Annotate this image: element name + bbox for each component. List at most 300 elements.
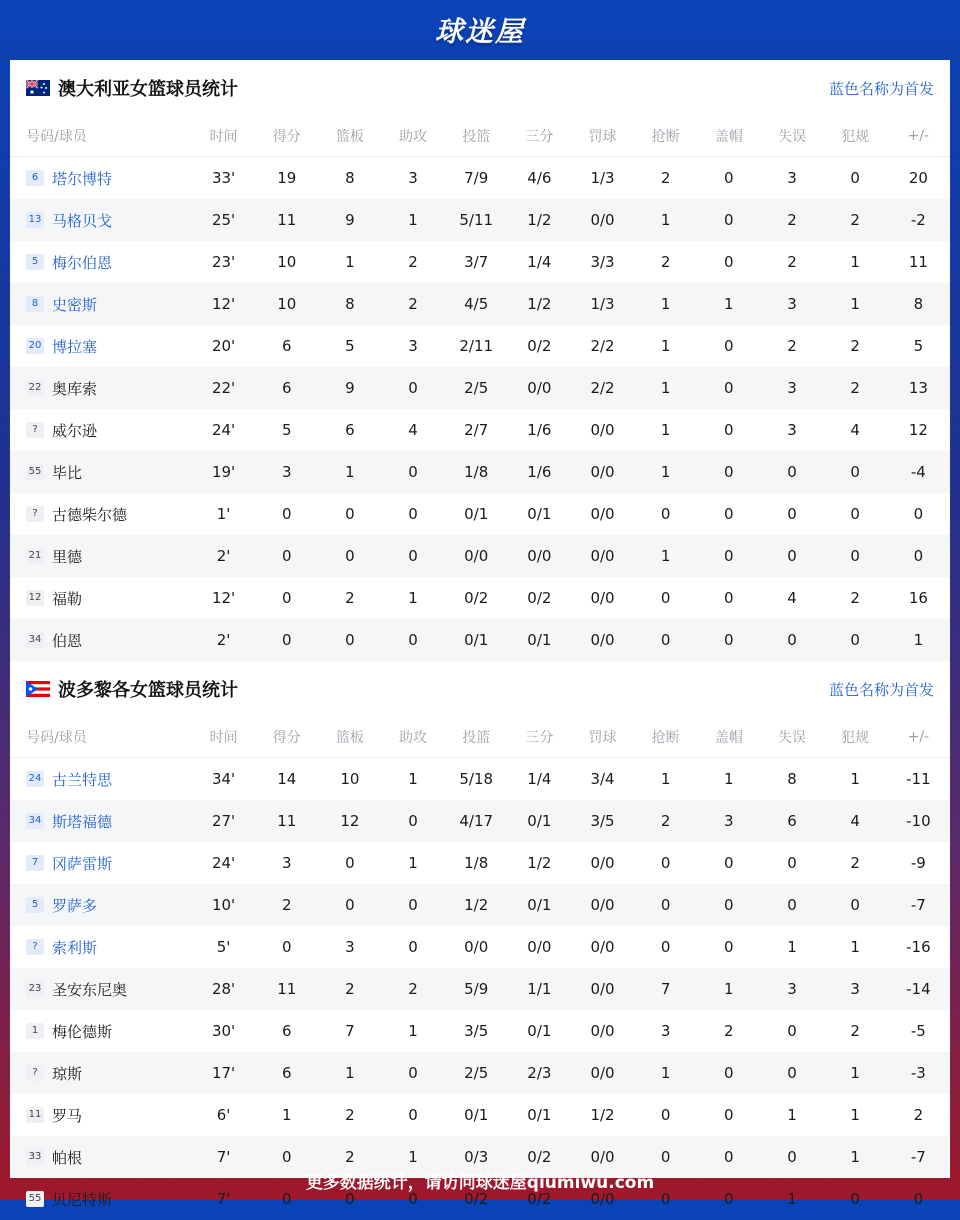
- jersey-number: 34: [26, 632, 44, 648]
- stat-cell: 1/8: [445, 451, 508, 493]
- jersey-number: 8: [26, 296, 44, 312]
- stat-cell: 0/1: [508, 619, 571, 661]
- stat-cell: 0/0: [590, 854, 615, 872]
- stat-cell: 11: [255, 800, 318, 842]
- table-row[interactable]: [10, 493, 950, 535]
- jersey-number: 1: [26, 1023, 44, 1039]
- stat-cell: 0: [408, 505, 418, 523]
- stat-cell: 3/7: [464, 253, 489, 271]
- stat-cell: 0: [381, 884, 444, 926]
- stat-cell: 3: [760, 283, 823, 325]
- table-row[interactable]: [10, 409, 950, 451]
- stat-cell: 1: [634, 199, 697, 241]
- stat-cell: 2/3: [508, 1052, 571, 1094]
- column-header: 犯规: [824, 717, 887, 758]
- player-name[interactable]: 古德柴尔德: [52, 505, 128, 524]
- footer-text[interactable]: 更多数据统计，请访问球迷屋qiumiwu.com: [305, 1172, 655, 1193]
- stat-cell: 0/1: [527, 1022, 552, 1040]
- player-name[interactable]: 威尔逊: [52, 421, 98, 440]
- jersey-number: 33: [26, 1149, 44, 1165]
- site-logo[interactable]: 球迷屋: [434, 15, 525, 48]
- stat-cell: -7: [887, 1136, 950, 1178]
- stat-cell: 6: [281, 337, 292, 355]
- stat-cell: 1: [787, 1190, 797, 1208]
- stat-cell: 0/1: [445, 619, 508, 661]
- player-cell[interactable]: [10, 926, 192, 968]
- player-cell[interactable]: [10, 157, 192, 200]
- stat-cell: 2/2: [590, 337, 615, 355]
- stat-cell: 19: [277, 169, 297, 187]
- jersey-number: 7: [26, 855, 44, 871]
- stat-cell: 14: [277, 770, 297, 788]
- table-row[interactable]: [10, 157, 950, 200]
- player-cell[interactable]: [10, 409, 192, 451]
- stat-cell: 8: [787, 770, 797, 788]
- stat-cell: -16: [906, 938, 931, 956]
- top-banner: [0, 0, 960, 60]
- stat-cell: 2: [787, 253, 797, 271]
- stat-cell: 12: [318, 800, 381, 842]
- player-cell[interactable]: [10, 1010, 192, 1052]
- stat-cell: 28': [192, 968, 255, 1010]
- player-cell[interactable]: [10, 325, 192, 367]
- stat-cell: 0/0: [464, 938, 489, 956]
- stat-cell: 1: [408, 1022, 418, 1040]
- jersey-number: 11: [26, 1107, 44, 1123]
- table-row[interactable]: [10, 619, 950, 661]
- stat-cell: 1: [408, 854, 418, 872]
- stat-cell: 4/17: [445, 800, 508, 842]
- stat-cell: 2: [724, 1022, 734, 1040]
- player-cell[interactable]: [10, 758, 192, 801]
- stat-cell: 2/5: [445, 367, 508, 409]
- stat-cell: 0: [697, 367, 760, 409]
- player-cell[interactable]: [10, 493, 192, 535]
- stat-cell: 2': [192, 619, 255, 661]
- stat-cell: 1/6: [508, 451, 571, 493]
- table-row[interactable]: [10, 325, 950, 367]
- stat-cell: 0: [634, 884, 697, 926]
- player-name[interactable]: 圣安东尼奥: [52, 980, 128, 999]
- stat-cell: 1: [697, 968, 760, 1010]
- stat-cell: 3/5: [571, 800, 634, 842]
- stat-cell: 0/0: [508, 535, 571, 577]
- stat-cell: 0: [634, 619, 697, 661]
- jersey-number: 23: [26, 981, 44, 997]
- stat-cell: 0: [850, 1190, 860, 1208]
- table-row[interactable]: [10, 926, 950, 968]
- stat-cell: 3: [787, 421, 797, 439]
- column-header: 时间: [192, 717, 255, 758]
- stat-cell: 1: [787, 1106, 797, 1124]
- stat-cell: 1: [634, 451, 697, 493]
- player-name[interactable]: 博拉塞: [52, 337, 98, 356]
- stat-cell: 0: [281, 938, 292, 956]
- stat-cell: 0: [824, 535, 887, 577]
- stat-cell: 0: [787, 505, 797, 523]
- jersey-number: 5: [26, 897, 44, 913]
- stat-cell: 1/2: [590, 1106, 615, 1124]
- stat-cell: 17': [192, 1052, 255, 1094]
- stat-cell: 4: [850, 421, 860, 439]
- stat-cell: -11: [906, 770, 931, 788]
- stat-cell: 2/11: [459, 337, 494, 355]
- stat-cell: 2: [824, 199, 887, 241]
- column-header: 盖帽: [697, 116, 760, 157]
- stat-cell: 0/2: [464, 1190, 489, 1208]
- stat-cell: 0: [913, 505, 924, 523]
- stat-cell: 0/2: [508, 1136, 571, 1178]
- column-header: 罚球: [571, 116, 634, 157]
- stat-cell: 1/2: [527, 854, 552, 872]
- stat-cell: 3/3: [590, 253, 615, 271]
- stat-cell: 3/5: [464, 1022, 489, 1040]
- player-name[interactable]: 塔尔博特: [52, 169, 113, 188]
- stat-cell: 2': [192, 535, 255, 577]
- stat-cell: 1: [634, 1052, 697, 1094]
- table-row[interactable]: [10, 241, 950, 283]
- stat-cell: 0: [850, 505, 860, 523]
- stat-cell: 1: [850, 938, 860, 956]
- stat-cell: 11: [255, 968, 318, 1010]
- stat-cell: 9: [318, 199, 381, 241]
- column-header: 助攻: [381, 116, 444, 157]
- stat-cell: 1: [281, 1106, 292, 1124]
- team-section: [10, 60, 950, 661]
- stat-cell: 12': [211, 589, 236, 607]
- table-row[interactable]: [10, 1010, 950, 1052]
- stat-cell: 27': [192, 800, 255, 842]
- section-header: [10, 60, 950, 116]
- stat-cell: 2: [318, 1136, 381, 1178]
- stat-cell: 0: [381, 535, 444, 577]
- starter-note: 蓝色名称为首发: [828, 680, 934, 699]
- stat-cell: 5: [281, 421, 292, 439]
- stat-cell: 4: [787, 589, 797, 607]
- jersey-number: 34: [26, 813, 44, 829]
- stats-table: [10, 116, 950, 661]
- player-name[interactable]: 琼斯: [52, 1064, 83, 1083]
- table-row[interactable]: [10, 968, 950, 1010]
- player-cell[interactable]: [10, 283, 192, 325]
- player-name[interactable]: 奥库索: [52, 379, 98, 398]
- jersey-number: 5: [26, 254, 44, 270]
- stat-cell: 4/6: [527, 169, 552, 187]
- stat-cell: 10: [277, 253, 297, 271]
- table-row[interactable]: [10, 1052, 950, 1094]
- player-cell[interactable]: [10, 842, 192, 884]
- table-row[interactable]: [10, 1094, 950, 1136]
- stat-cell: 0/0: [527, 938, 552, 956]
- section-title-text: 波多黎各女篮球员统计: [58, 680, 238, 701]
- table-row[interactable]: [10, 199, 950, 241]
- player-name[interactable]: 伯恩: [52, 631, 83, 650]
- stat-cell: 3: [408, 337, 418, 355]
- jersey-number: 12: [26, 590, 44, 606]
- player-name[interactable]: 罗萨多: [52, 896, 98, 915]
- column-header: 罚球: [571, 717, 634, 758]
- stat-cell: 11: [908, 253, 928, 271]
- stat-cell: 0: [255, 619, 318, 661]
- stat-cell: 2/2: [571, 367, 634, 409]
- stat-cell: 2: [824, 367, 887, 409]
- stat-cell: 1: [660, 337, 671, 355]
- stat-cell: 3: [660, 1022, 671, 1040]
- stat-cell: 0: [724, 1106, 734, 1124]
- stat-cell: 6: [345, 421, 355, 439]
- player-name[interactable]: 斯塔福德: [52, 812, 113, 831]
- stat-cell: 5: [345, 337, 355, 355]
- stat-cell: 1: [850, 770, 860, 788]
- column-header: 抢断: [634, 116, 697, 157]
- stat-cell: 0/1: [527, 1106, 552, 1124]
- stat-cell: 13: [887, 367, 950, 409]
- player-name[interactable]: 福勒: [52, 589, 83, 608]
- stat-cell: 0: [724, 337, 734, 355]
- stat-cell: 1: [824, 1136, 887, 1178]
- stat-cell: 0: [824, 619, 887, 661]
- table-row[interactable]: [10, 577, 950, 619]
- stat-cell: 0/0: [590, 505, 615, 523]
- stat-cell: 0: [724, 421, 734, 439]
- stat-cell: 6: [281, 1022, 292, 1040]
- stat-cell: 0: [724, 253, 734, 271]
- table-row[interactable]: [10, 535, 950, 577]
- stat-cell: 34': [211, 770, 236, 788]
- stat-cell: 0: [697, 619, 760, 661]
- stat-cell: 0: [255, 1136, 318, 1178]
- player-cell[interactable]: [10, 1052, 192, 1094]
- stat-cell: 0/0: [571, 451, 634, 493]
- stat-cell: 8: [318, 283, 381, 325]
- stat-cell: 1: [345, 253, 355, 271]
- table-header-row: [10, 116, 950, 157]
- column-header: 失误: [760, 116, 823, 157]
- stat-cell: 0: [850, 169, 860, 187]
- table-row[interactable]: [10, 884, 950, 926]
- stat-cell: 0: [381, 619, 444, 661]
- stat-cell: 0: [824, 884, 887, 926]
- player-name[interactable]: 罗马: [52, 1106, 83, 1125]
- player-cell[interactable]: [10, 535, 192, 577]
- stat-cell: 0: [408, 1190, 418, 1208]
- player-name[interactable]: 毕比: [52, 463, 83, 482]
- stat-cell: 0: [381, 367, 444, 409]
- stat-cell: 3: [255, 451, 318, 493]
- stat-cell: 0/1: [464, 505, 489, 523]
- stat-cell: 0/0: [571, 968, 634, 1010]
- stat-cell: 3: [408, 169, 418, 187]
- table-row[interactable]: [10, 800, 950, 842]
- stat-cell: 6': [216, 1106, 231, 1124]
- stat-cell: 9: [318, 367, 381, 409]
- stat-cell: 1: [824, 283, 887, 325]
- stat-cell: 6: [255, 367, 318, 409]
- stat-cell: 0/3: [445, 1136, 508, 1178]
- player-cell[interactable]: [10, 367, 192, 409]
- stat-cell: 5/18: [459, 770, 494, 788]
- australia-flag-icon: [26, 80, 50, 96]
- stat-cell: -9: [910, 854, 926, 872]
- stat-cell: 12: [908, 421, 928, 439]
- column-header: 篮板: [318, 717, 381, 758]
- stat-cell: 2: [408, 253, 418, 271]
- stat-cell: 0: [381, 800, 444, 842]
- table-row[interactable]: [10, 451, 950, 493]
- stat-cell: 0/0: [590, 1190, 615, 1208]
- player-name[interactable]: 帕根: [52, 1148, 83, 1167]
- jersey-number: 20: [26, 338, 44, 354]
- player-name[interactable]: 史密斯: [52, 295, 98, 314]
- player-cell[interactable]: [10, 1094, 192, 1136]
- stat-cell: 2: [850, 854, 860, 872]
- stat-cell: 0: [724, 589, 734, 607]
- player-name[interactable]: 索利斯: [52, 938, 98, 957]
- player-cell[interactable]: [10, 968, 192, 1010]
- stat-cell: 2: [850, 1022, 860, 1040]
- stat-cell: 0: [318, 619, 381, 661]
- table-row[interactable]: [10, 758, 950, 801]
- player-name[interactable]: 贝尼特斯: [52, 1190, 113, 1209]
- stat-cell: 5': [216, 938, 231, 956]
- stat-cell: 0/2: [527, 1190, 552, 1208]
- stat-cell: 1: [408, 770, 418, 788]
- stat-cell: 0/2: [464, 589, 489, 607]
- stat-cell: 0: [381, 1052, 444, 1094]
- stat-cell: 0: [697, 1136, 760, 1178]
- stat-cell: 25': [192, 199, 255, 241]
- stat-cell: 1: [381, 199, 444, 241]
- starter-note: 蓝色名称为首发: [828, 79, 934, 98]
- stats-table: [10, 717, 950, 1220]
- column-header: 助攻: [381, 717, 444, 758]
- column-header: 投篮: [445, 116, 508, 157]
- player-name[interactable]: 古兰特思: [52, 770, 113, 789]
- stat-cell: 1: [887, 619, 950, 661]
- stat-cell: 0: [318, 884, 381, 926]
- stat-cell: 0/0: [571, 535, 634, 577]
- jersey-number: 55: [26, 1191, 44, 1207]
- column-header: 犯规: [824, 116, 887, 157]
- column-header: +/-: [887, 116, 950, 157]
- column-header: 号码/球员: [10, 116, 192, 157]
- player-cell[interactable]: [10, 199, 192, 241]
- player-cell[interactable]: [10, 800, 192, 842]
- stat-cell: 2: [381, 968, 444, 1010]
- player-name[interactable]: 梅伦德斯: [52, 1022, 113, 1041]
- stat-cell: 3/4: [590, 770, 615, 788]
- stat-cell: 0: [345, 505, 355, 523]
- stat-cell: 0/0: [571, 619, 634, 661]
- stat-cell: 0: [281, 589, 292, 607]
- stat-cell: 0: [660, 854, 671, 872]
- table-row[interactable]: [10, 842, 950, 884]
- stat-cell: 1: [318, 1052, 381, 1094]
- column-header: 时间: [192, 116, 255, 157]
- stat-cell: 1/4: [527, 253, 552, 271]
- player-name[interactable]: 里德: [52, 547, 83, 566]
- stat-cell: 0: [660, 938, 671, 956]
- column-header: 抢断: [634, 717, 697, 758]
- jersey-number: 24: [26, 771, 44, 787]
- stat-cell: 1/2: [508, 283, 571, 325]
- stat-cell: 2: [660, 169, 671, 187]
- stat-cell: 0: [345, 1190, 355, 1208]
- stat-cell: 1: [787, 938, 797, 956]
- stat-cell: 33': [211, 169, 236, 187]
- stat-cell: 0: [724, 854, 734, 872]
- stat-cell: 1/8: [464, 854, 489, 872]
- player-name[interactable]: 梅尔伯恩: [52, 253, 113, 272]
- stat-cell: 0: [697, 884, 760, 926]
- player-cell[interactable]: [10, 619, 192, 661]
- stat-cell: 20: [908, 169, 928, 187]
- stat-cell: 2: [760, 199, 823, 241]
- footer-banner: [0, 1160, 960, 1200]
- stat-cell: 0: [381, 451, 444, 493]
- stat-cell: 23': [211, 253, 236, 271]
- table-header-row: [10, 717, 950, 758]
- column-header: 篮板: [318, 116, 381, 157]
- stat-cell: 0: [660, 1190, 671, 1208]
- stat-cell: 0/0: [590, 421, 615, 439]
- stat-cell: 24': [211, 421, 236, 439]
- stat-cell: -7: [887, 884, 950, 926]
- player-cell[interactable]: [10, 577, 192, 619]
- player-name[interactable]: 马格贝戈: [52, 211, 113, 230]
- stat-cell: 2: [345, 589, 355, 607]
- stat-cell: -4: [887, 451, 950, 493]
- player-name[interactable]: 冈萨雷斯: [52, 854, 113, 873]
- stat-cell: -2: [887, 199, 950, 241]
- stat-cell: 2/5: [445, 1052, 508, 1094]
- stat-cell: -14: [887, 968, 950, 1010]
- stat-cell: 0: [760, 884, 823, 926]
- stat-cell: 0: [697, 1052, 760, 1094]
- stat-cell: 3: [787, 169, 797, 187]
- stat-cell: -5: [910, 1022, 926, 1040]
- stat-cell: 1: [634, 283, 697, 325]
- table-row[interactable]: [10, 283, 950, 325]
- player-cell[interactable]: [10, 884, 192, 926]
- column-header: +/-: [887, 717, 950, 758]
- stat-cell: 2: [913, 1106, 924, 1124]
- stat-cell: 16: [908, 589, 928, 607]
- stat-cell: 0: [697, 451, 760, 493]
- stat-cell: 1: [850, 1106, 860, 1124]
- stat-cell: 0: [787, 854, 797, 872]
- column-header: 失误: [760, 717, 823, 758]
- stat-cell: 0/0: [571, 199, 634, 241]
- stat-cell: 0: [760, 1136, 823, 1178]
- player-cell[interactable]: [10, 451, 192, 493]
- column-header: 得分: [255, 116, 318, 157]
- stat-cell: 0: [760, 451, 823, 493]
- stat-cell: 10': [192, 884, 255, 926]
- stat-cell: 0: [760, 619, 823, 661]
- jersey-number: ?: [26, 939, 44, 955]
- table-row[interactable]: [10, 367, 950, 409]
- stat-cell: 0: [760, 1052, 823, 1094]
- stat-cell: 0/0: [571, 1052, 634, 1094]
- stat-cell: 2: [787, 337, 797, 355]
- stat-cell: 7': [216, 1190, 231, 1208]
- jersey-number: ?: [26, 1065, 44, 1081]
- stat-cell: 0/0: [508, 367, 571, 409]
- player-cell[interactable]: [10, 241, 192, 283]
- stat-cell: -3: [887, 1052, 950, 1094]
- stat-cell: 0: [824, 451, 887, 493]
